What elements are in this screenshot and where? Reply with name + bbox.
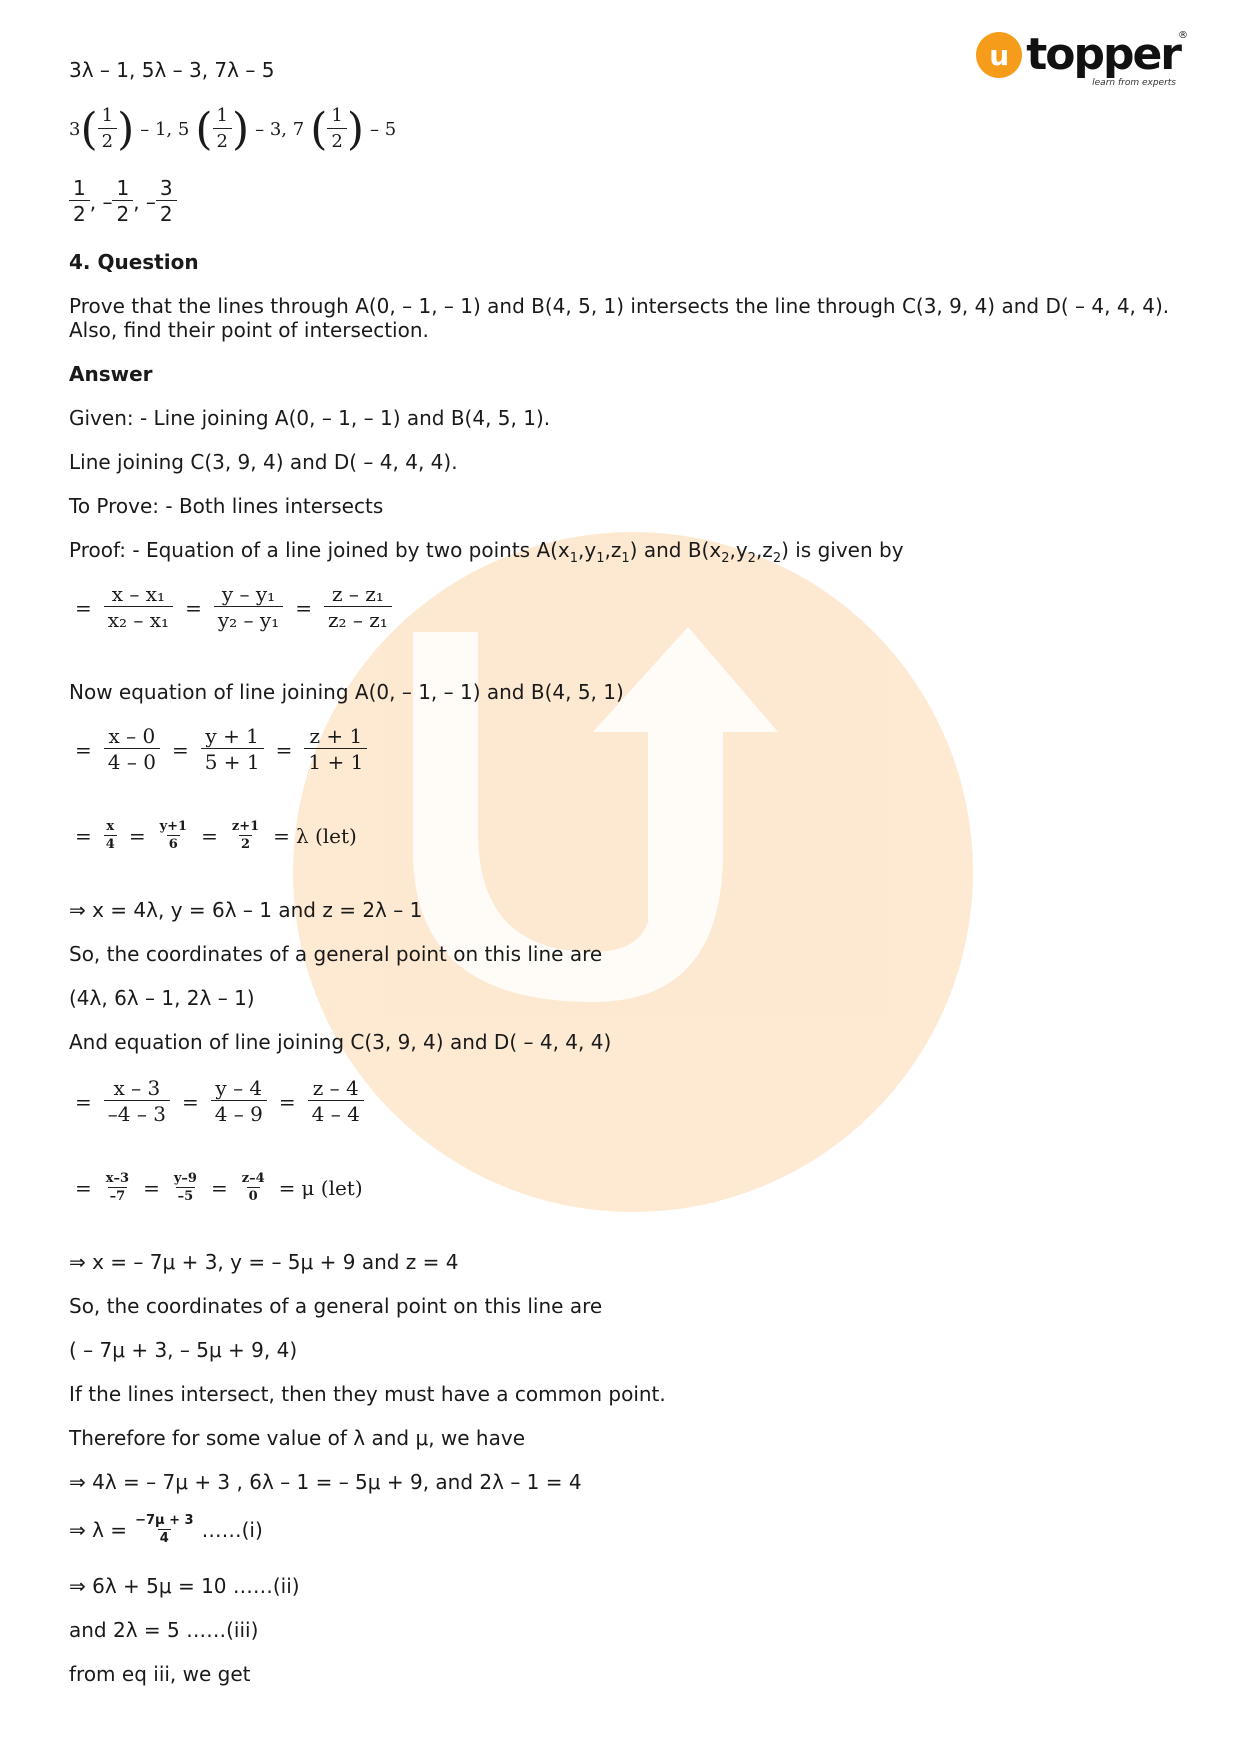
line-ab-heading: Now equation of line joining A(0, – 1, – 1) and B(4, 5, 1)	[69, 680, 624, 704]
prev-substitution: 3 ( $\frac{1}{2}$ ) – 1, 5 ( $\frac{1}{2}$ ) – 3, 7 ( $\frac{1}{2}$ ) – 5	[69, 103, 397, 155]
prev-result: $\frac{1}{2}$ , – $\frac{1}{2}$ , – $\frac{3}{2}$	[69, 176, 177, 227]
line-ab-parametric: ⇒ x = 4λ, y = 6λ – 1 and z = 2λ – 1	[69, 898, 423, 922]
equation-i: ⇒ λ = $\frac{-7\mu + 3}{4}$ ……(i)	[69, 1513, 263, 1546]
watermark-circle	[293, 532, 973, 1212]
line-ab-simplified: = $\frac{x}{4}$ = $\frac{y+1}{6}$ = $\frac{z+1}{2}$ = λ (let)	[75, 819, 357, 852]
to-prove: To Prove: - Both lines intersects	[69, 494, 384, 518]
registered-mark: ®	[1178, 30, 1188, 41]
question-text-2: Also, find their point of intersection.	[69, 318, 429, 342]
given-line: Given: - Line joining A(0, – 1, – 1) and B(4, 5, 1).	[69, 406, 551, 430]
equation-ii: ⇒ 6λ + 5μ = 10 ……(ii)	[69, 1574, 300, 1598]
logo-tagline: learn from experts	[1092, 78, 1176, 88]
intersect-condition: If the lines intersect, then they must have a common point.	[69, 1382, 666, 1406]
line-cd-point: ( – 7μ + 3, – 5μ + 9, 4)	[69, 1338, 298, 1362]
question-text: Prove that the lines through A(0, – 1, – 1) and B(4, 5, 1) intersects the line through C(3, 9, 4) and D( – 4, 4, 4).	[69, 294, 1170, 318]
answer-heading: Answer	[69, 362, 153, 386]
line-cd-general-text: So, the coordinates of a general point on this line are	[69, 1294, 603, 1318]
line-ab-point: (4λ, 6λ – 1, 2λ – 1)	[69, 986, 255, 1010]
proof-intro: Proof: - Equation of a line joined by two points $A(x_1,y_1,z_1)$ and $B(x_2,y_2,z_2)$ is given by	[69, 538, 904, 566]
prev-expression: 3λ – 1, 5λ – 3, 7λ – 5	[69, 58, 275, 82]
general-line-equation: = $\frac{\text{x – x₁}}{\text{x₂ – x₁}}$ = $\frac{\text{y – y₁}}{\text{y₂ – y₁}}$ = $\frac{\text{z – z₁}}{\text{z₂ – z₁}}$	[69, 582, 398, 633]
equation-iii: and 2λ = 5 ……(iii)	[69, 1618, 259, 1642]
therefore-line: Therefore for some value of λ and μ, we have	[69, 1426, 525, 1450]
line-cd-heading: And equation of line joining C(3, 9, 4) and D( – 4, 4, 4)	[69, 1030, 612, 1054]
line-ab-equation: = $\frac{x - 0}{4 - 0}$ = $\frac{y + 1}{5 + 1}$ = $\frac{z + 1}{1 + 1}$	[69, 724, 373, 775]
line-cd-equation: = $\frac{x - 3}{-4 - 3}$ = $\frac{y - 4}{4 - 9}$ = $\frac{z - 4}{4 - 4}$	[69, 1076, 370, 1127]
line-cd-parametric: ⇒ x = – 7μ + 3, y = – 5μ + 9 and z = 4	[69, 1250, 459, 1274]
logo-u-icon: u	[976, 32, 1022, 78]
question-heading: 4. Question	[69, 250, 199, 274]
from-eq-iii: from eq iii, we get	[69, 1662, 251, 1686]
line-ab-general-text: So, the coordinates of a general point on this line are	[69, 942, 603, 966]
line-cd-simplified: = $\frac{x-3}{-7}$ = $\frac{y-9}{-5}$ = $\frac{z-4}{0}$ = μ (let)	[75, 1171, 363, 1204]
logo-wordmark: topper	[1026, 29, 1180, 80]
equation-system: ⇒ 4λ = – 7μ + 3 , 6λ – 1 = – 5μ + 9, and 2λ – 1 = 4	[69, 1470, 582, 1494]
given-line-2: Line joining C(3, 9, 4) and D( – 4, 4, 4).	[69, 450, 458, 474]
watermark-u-arrow-icon	[293, 532, 973, 1212]
topper-logo	[976, 29, 1188, 88]
